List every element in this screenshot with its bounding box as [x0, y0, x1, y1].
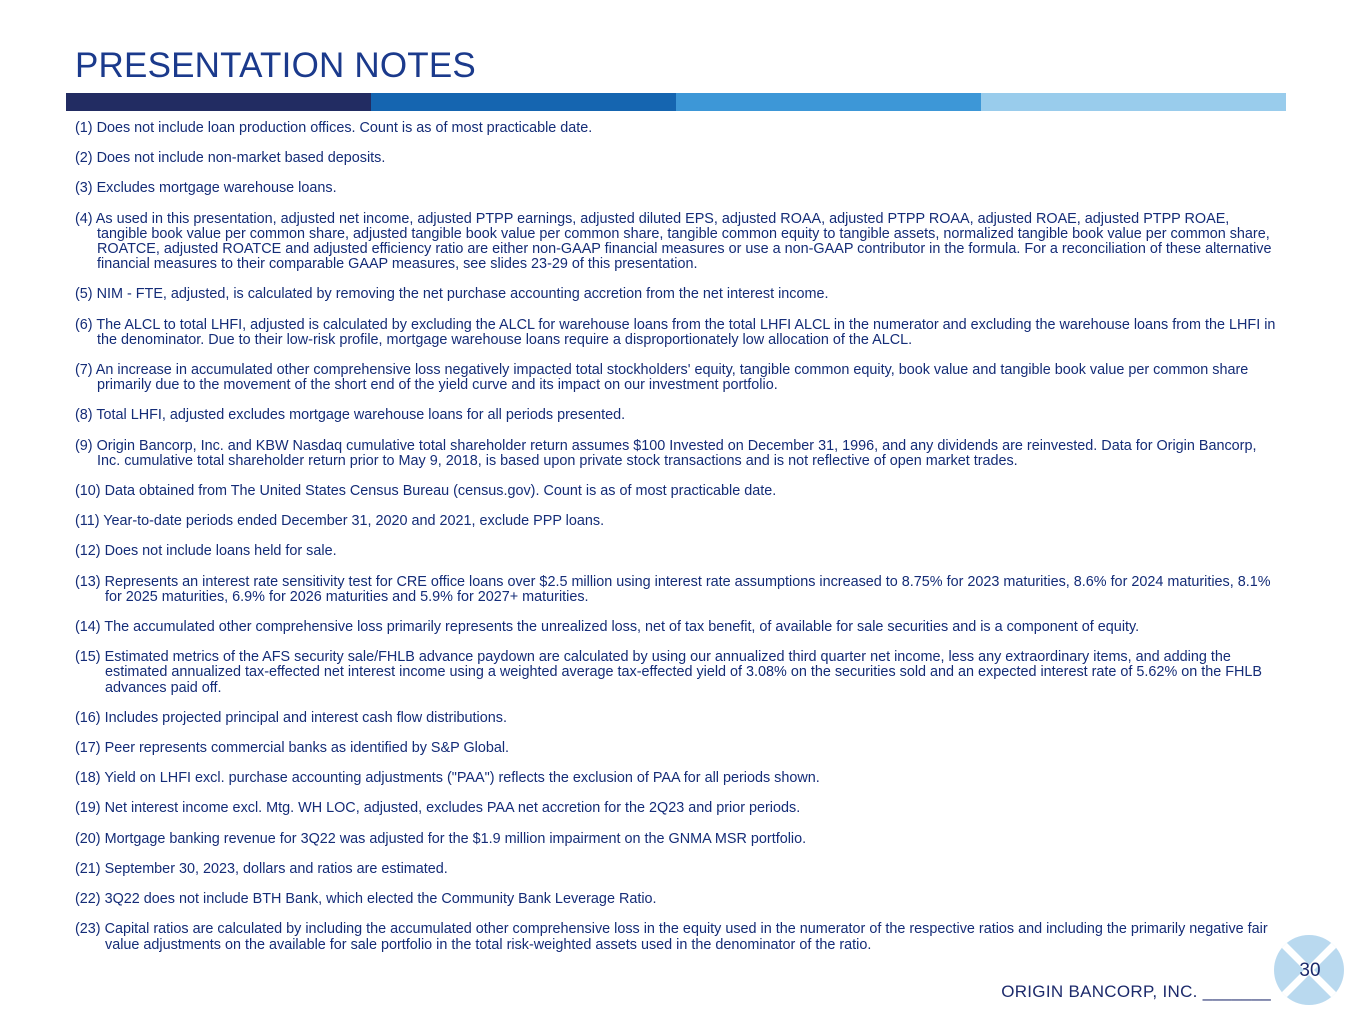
note-item: (2) Does not include non-market based deposits. — [75, 150, 386, 167]
note-item: (18) Yield on LHFI excl. purchase accounting adjustments ("PAA") reflects the exclusion of PAA for all periods shown. — [75, 770, 820, 787]
note-item: (22) 3Q22 does not include BTH Bank, which elected the Community Bank Leverage Ratio. — [75, 891, 657, 908]
note-item: (7) An increase in accumulated other comprehensive loss negatively impacted total stockholders' equity, tangible common equity, book value and tangible book value per common share primarily due to the movement of the short end of the yield curve and its impact on our investment portfolio. — [75, 362, 1249, 394]
color-bar-segment — [676, 93, 981, 111]
header-color-bar — [66, 93, 1286, 111]
note-item: (20) Mortgage banking revenue for 3Q22 was adjusted for the $1.9 million impairment on the GNMA MSR portfolio. — [75, 830, 807, 847]
note-item: (13) Represents an interest rate sensitivity test for CRE office loans over $2.5 million using interest rate assumptions increased to 8.75% for 2023 maturities, 8.6% for 2024 maturities, 8.1% for 2025 maturities, 6.9% for 2026 maturities and 5.9% for 2027+ maturities. — [75, 573, 1271, 605]
note-item: (11) Year-to-date periods ended December 31, 2020 and 2021, exclude PPP loans. — [75, 513, 605, 530]
note-item: (12) Does not include loans held for sale. — [75, 543, 337, 560]
note-item: (1) Does not include loan production offices. Count is as of most practicable date. — [75, 120, 593, 136]
note-item: (5) NIM - FTE, adjusted, is calculated by removing the net purchase accounting accretion from the net interest income. — [75, 286, 829, 303]
note-item: (16) Includes projected principal and interest cash flow distributions. — [75, 709, 507, 726]
note-item: (17) Peer represents commercial banks as identified by S&P Global. — [75, 740, 510, 757]
color-bar-segment — [371, 93, 676, 111]
note-item: (3) Excludes mortgage warehouse loans. — [75, 180, 337, 197]
note-item: (6) The ALCL to total LHFI, adjusted is calculated by excluding the ALCL for warehouse loans from the total LHFI ALCL in the numerator and excluding the warehouse loans from the LHFI in the denominator. Due to their low-risk profile, mortgage warehouse loans require a disproportionately low allocation of the ALCL. — [75, 316, 1276, 348]
page-title: PRESENTATION NOTES — [75, 46, 476, 85]
color-bar-segment — [981, 93, 1286, 111]
note-item: (23) Capital ratios are calculated by including the accumulated other comprehensive loss in the equity used in the numerator of the respective ratios and including the primarily negative fair value adjustments on the available for sale portfolio in the total risk-weighted assets used in the denominator of the ratio. — [75, 921, 1268, 953]
page-number: 30 — [1299, 960, 1321, 981]
note-item: (21) September 30, 2023, dollars and ratios are estimated. — [75, 860, 448, 877]
note-item: (15) Estimated metrics of the AFS security sale/FHLB advance paydown are calculated by using our annualized third quarter net income, less any extraordinary items, and adding the estimated annualized tax-effected net interest income using a weighted average tax-effected yield of 3.08% on the securities sold and an expected interest rate of 5.62% on the FHLB advances paid off. — [75, 649, 1263, 696]
note-item: (8) Total LHFI, adjusted excludes mortgage warehouse loans for all periods presented. — [75, 407, 626, 424]
color-bar-segment — [66, 93, 371, 111]
note-item: (9) Origin Bancorp, Inc. and KBW Nasdaq cumulative total shareholder return assumes $100 Invested on December 31, 1996, and any dividends are reinvested. Data for Origin Bancorp, Inc. cumulative total shareholder return prior to May 9, 2018, is based upon private stock transactions and is not reflective of open market trades. — [75, 437, 1257, 469]
note-item: (4) As used in this presentation, adjusted net income, adjusted PTPP earnings, adjusted diluted EPS, adjusted ROAA, adjusted PTPP ROAA, adjusted ROAE, adjusted PTPP ROAE, tangible book value per common share, adjusted tangible book value per common share, tangible common equity to tangible assets, normalized tangible book value per common share, ROATCE, adjusted ROATCE and adjusted efficiency ratio are either non-GAAP financial measures or use a non-GAAP contributor in the formula. For a reconciliation of these alternative financial measures to their comparable GAAP measures, see slides 23-29 of this presentation. — [75, 210, 1272, 273]
note-item: (19) Net interest income excl. Mtg. WH LOC, adjusted, excludes PAA net accretion for the 2Q23 and prior periods. — [75, 800, 801, 817]
notes-list — [75, 121, 1280, 968]
footer-company-name: ORIGIN BANCORP, INC. _______ — [1001, 982, 1271, 1001]
note-item: (14) The accumulated other comprehensive loss primarily represents the unrealized loss, net of tax benefit, of available for sale securities and is a component of equity. — [75, 619, 1140, 636]
note-item: (10) Data obtained from The United States Census Bureau (census.gov). Count is as of most practicable date. — [75, 483, 777, 500]
